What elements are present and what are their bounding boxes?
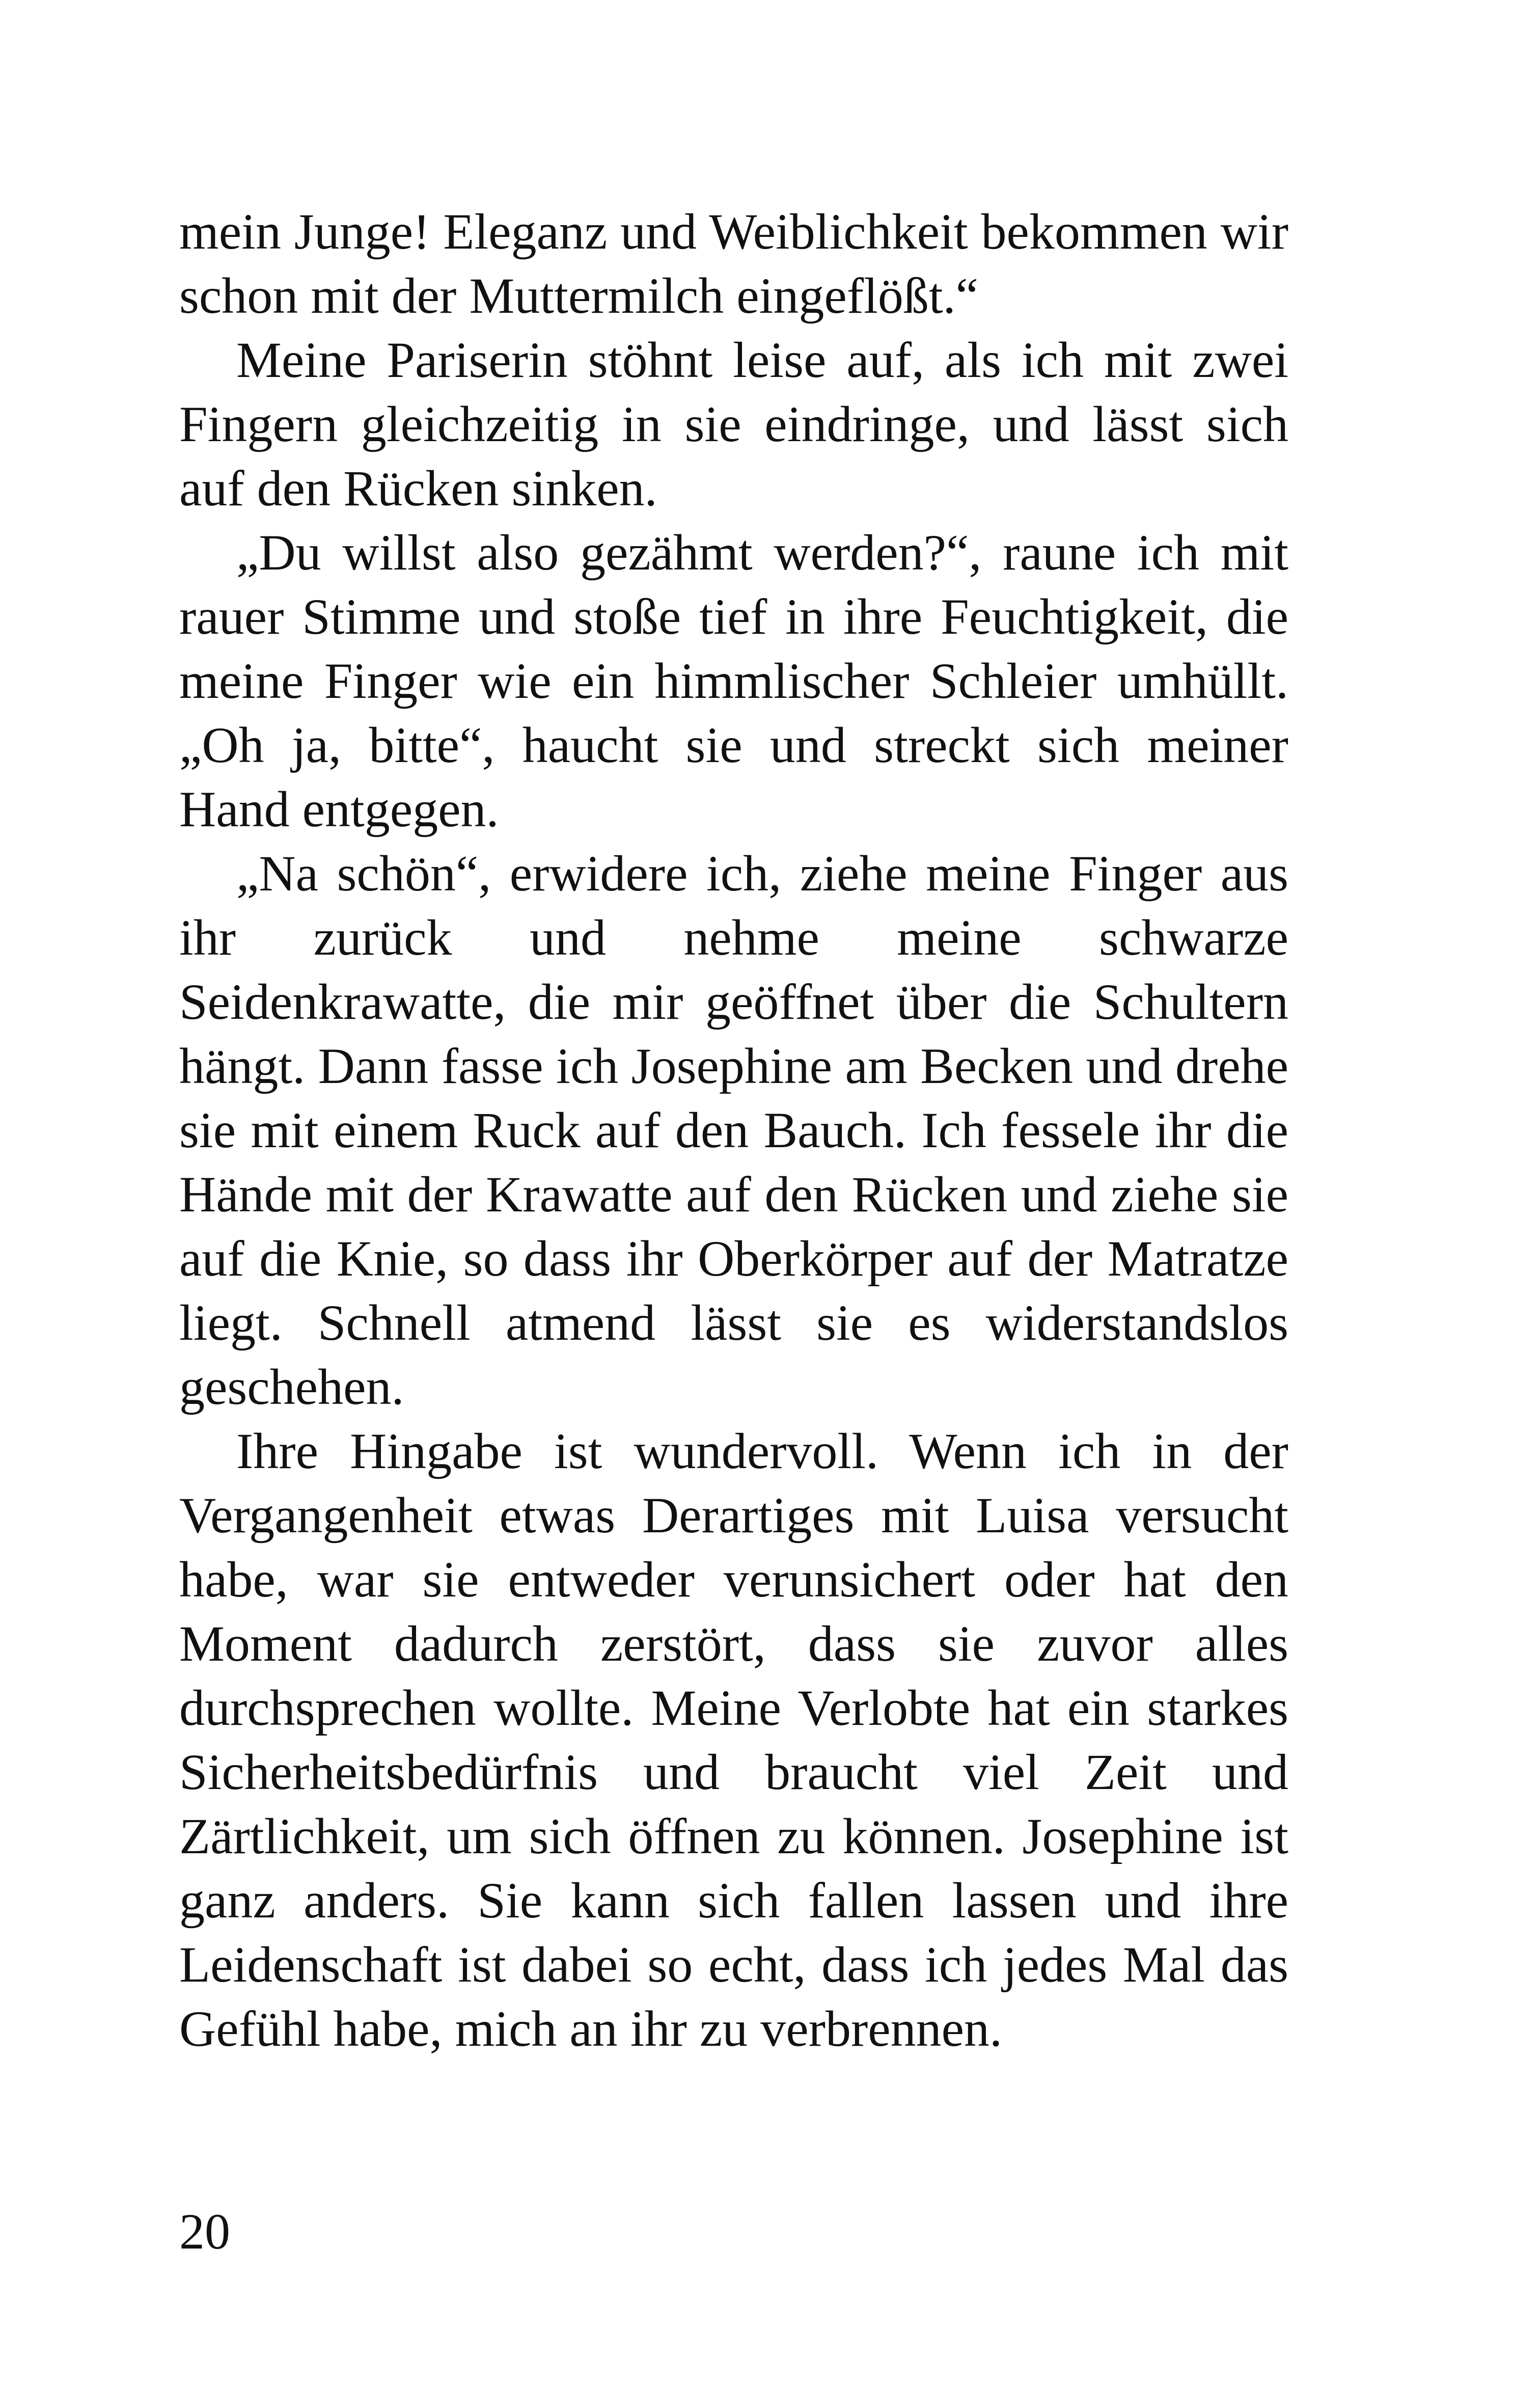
paragraph: Ihre Hingabe ist wundervoll. Wenn ich in der Vergangenheit etwas Derartiges mit Luisa versucht habe, war sie entweder verunsichert oder hat den Moment dadurch zerstört, dass sie zuvor alles durchsprechen wollte. Meine Verlobte hat ein starkes Sicherheitsbedürfnis und braucht viel Zeit und Zärtlichkeit, um sich öffnen zu können. Josephine ist ganz anders. Sie kann sich fallen lassen und ihre Leidenschaft ist dabei so echt, dass ich jedes Mal das Gefühl habe, mich an ihr zu verbrennen. [179,1423,1288,2057]
body-text [179,200,1288,2061]
paragraph-continuation: mein Junge! Eleganz und Weiblichkeit bekommen wir schon mit der Muttermilch eingeflößt.“ [179,203,1288,324]
paragraph: „Du willst also gezähmt werden?“, raune ich mit rauer Stimme und stoße tief in ihre Feuchtigkeit, die meine Finger wie ein himmlischer Schleier umhüllt. „Oh ja, bitte“, haucht sie und streckt sich meiner Hand entgegen. [179,524,1288,837]
page-number: 20 [179,2203,230,2260]
paragraph: Meine Pariserin stöhnt leise auf, als ich mit zwei Fingern gleichzeitig in sie eindringe, und lässt sich auf den Rücken sinken. [179,332,1288,517]
paragraph: „Na schön“, erwidere ich, ziehe meine Finger aus ihr zurück und nehme meine schwarze Seidenkrawatte, die mir geöffnet über die Schultern hängt. Dann fasse ich Josephine am Becken und drehe sie mit einem Ruck auf den Bauch. Ich fessele ihr die Hände mit der Krawatte auf den Rücken und ziehe sie auf die Knie, so dass ihr Oberkörper auf der Matratze liegt. Schnell atmend lässt sie es widerstandslos geschehen. [179,845,1288,1415]
